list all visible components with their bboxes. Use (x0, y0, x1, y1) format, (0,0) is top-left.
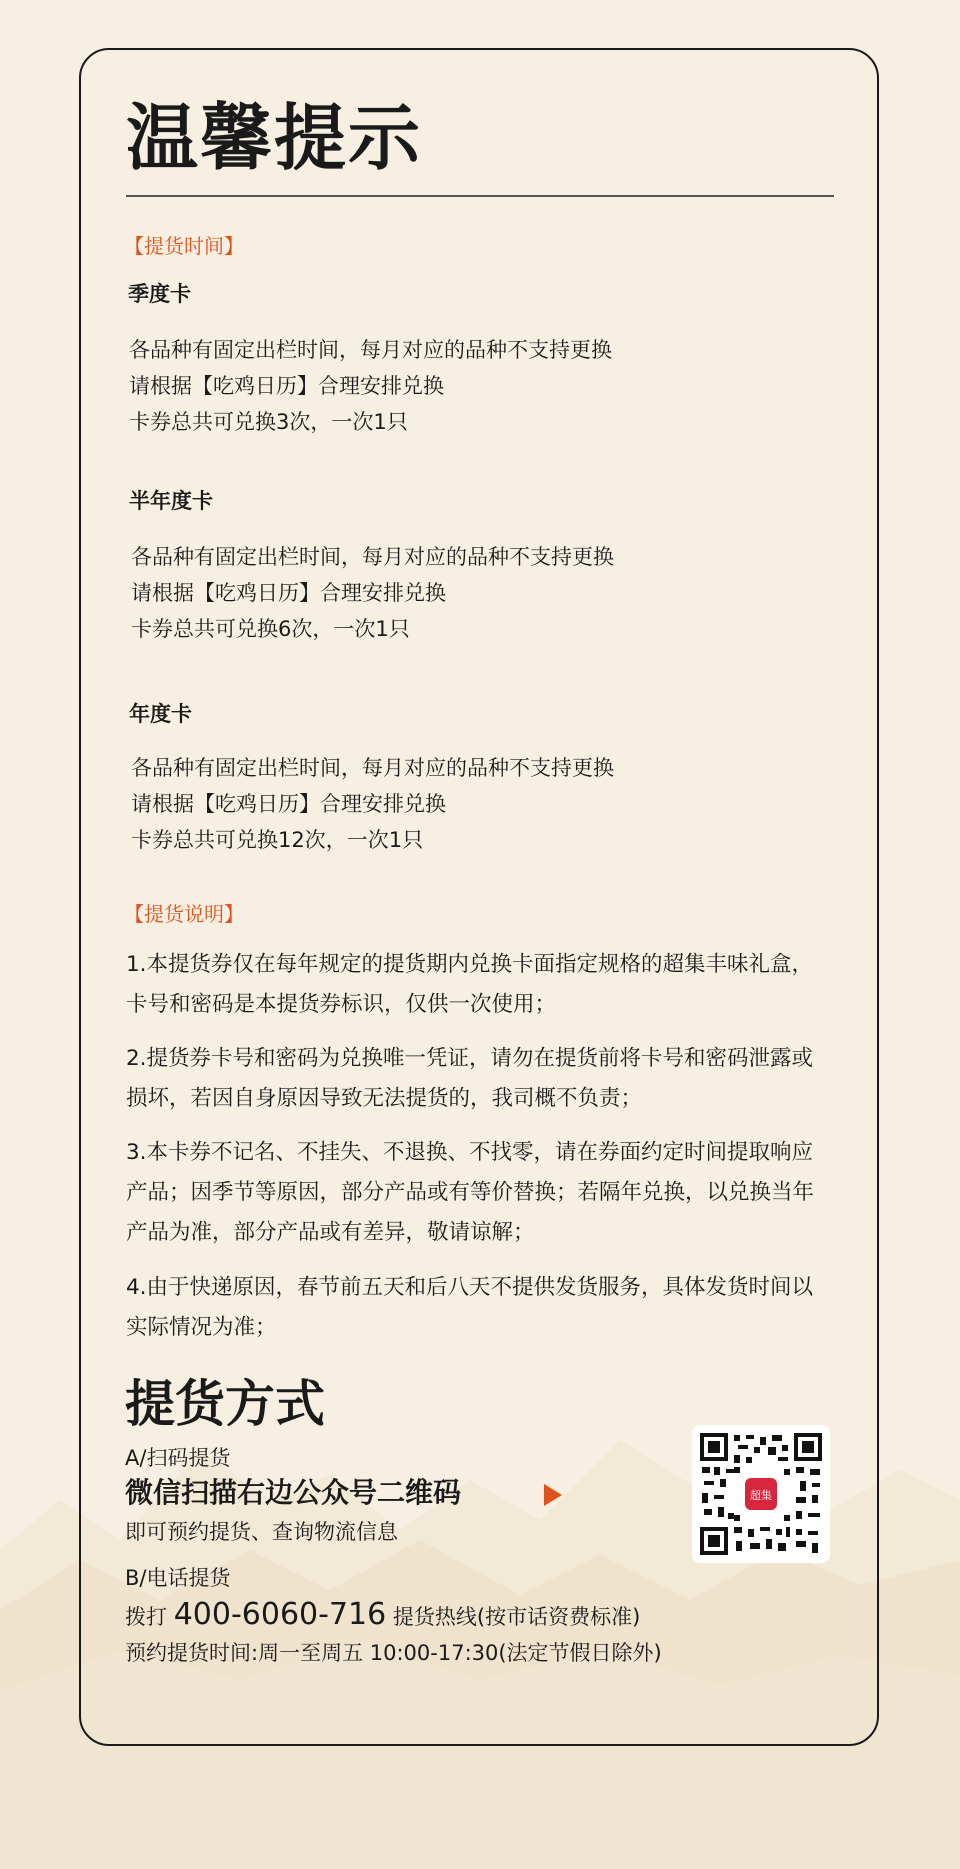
card-description-line: 卡券总共可兑换12次，一次1只 (131, 828, 424, 852)
card-description-line: 请根据【吃鸡日历】合理安排兑换 (131, 792, 446, 816)
pickup-note-item: 3.本卡券不记名、不挂失、不退换、不找零，请在券面约定时间提取响应产品；因季节等原因，部分产品或有等价替换；若隔年兑换，以兑换当年产品为准，部分产品或有差异，敬请谅解； (126, 1140, 815, 1245)
pickup-notes-tag: 【提货说明】 (124, 902, 244, 926)
card-description-line: 请根据【吃鸡日历】合理安排兑换 (131, 581, 446, 605)
phone-pickup-line (125, 1595, 640, 1637)
card-description-line: 卡券总共可兑换6次，一次1只 (131, 617, 410, 641)
pickup-note-item: 2.提货券卡号和密码为兑换唯一凭证，请勿在提货前将卡号和密码泄露或损坏，若因自身原因导致无法提货的，我司概不负责； (126, 1046, 814, 1111)
qr-code-icon (700, 1433, 822, 1555)
qr-logo-text: 超集 (750, 1489, 772, 1502)
card-description (129, 332, 612, 440)
card-description-line: 各品种有固定出栏时间，每月对应的品种不支持更换 (131, 545, 614, 569)
pickup-hours: 预约提货时间:周一至周五 10:00-17:30(法定节假日除外) (125, 1641, 662, 1665)
scan-pickup-label: A/扫码提货 (125, 1446, 231, 1470)
scan-pickup-subtext: 即可预约提货、查询物流信息 (125, 1520, 398, 1544)
wechat-qr-code (692, 1425, 830, 1563)
page-title: 温馨提示 (126, 96, 423, 180)
title-divider (126, 195, 834, 197)
card-type-title: 年度卡 (129, 702, 192, 726)
phone-pickup-label: B/电话提货 (125, 1566, 231, 1590)
arrow-right-icon (544, 1484, 562, 1506)
card-description-line: 请根据【吃鸡日历】合理安排兑换 (129, 374, 444, 398)
card-description-line: 各品种有固定出栏时间，每月对应的品种不支持更换 (131, 756, 614, 780)
card-type-title: 季度卡 (128, 282, 191, 306)
scan-pickup-headline: 微信扫描右边公众号二维码 (125, 1476, 462, 1509)
card-type-title: 半年度卡 (129, 489, 213, 513)
hotline-note: 提货热线(按市话资费标准) (392, 1605, 641, 1629)
hotline-number[interactable]: 400-6060-716 (173, 1597, 387, 1632)
pickup-note-item: 4.由于快递原因，春节前五天和后八天不提供发货服务，具体发货时间以实际情况为准； (126, 1275, 814, 1340)
card-description (131, 539, 614, 647)
phone-prefix: 拨打 (125, 1605, 167, 1629)
card-description-line: 卡券总共可兑换3次，一次1只 (129, 410, 408, 434)
pickup-time-tag: 【提货时间】 (124, 234, 244, 258)
pickup-note-item: 1.本提货券仅在每年规定的提货期内兑换卡面指定规格的超集丰味礼盒，卡号和密码是本提货券标识，仅供一次使用； (126, 952, 814, 1017)
card-description (131, 750, 614, 858)
card-description-line: 各品种有固定出栏时间，每月对应的品种不支持更换 (129, 338, 612, 362)
pickup-method-title: 提货方式 (125, 1375, 325, 1433)
